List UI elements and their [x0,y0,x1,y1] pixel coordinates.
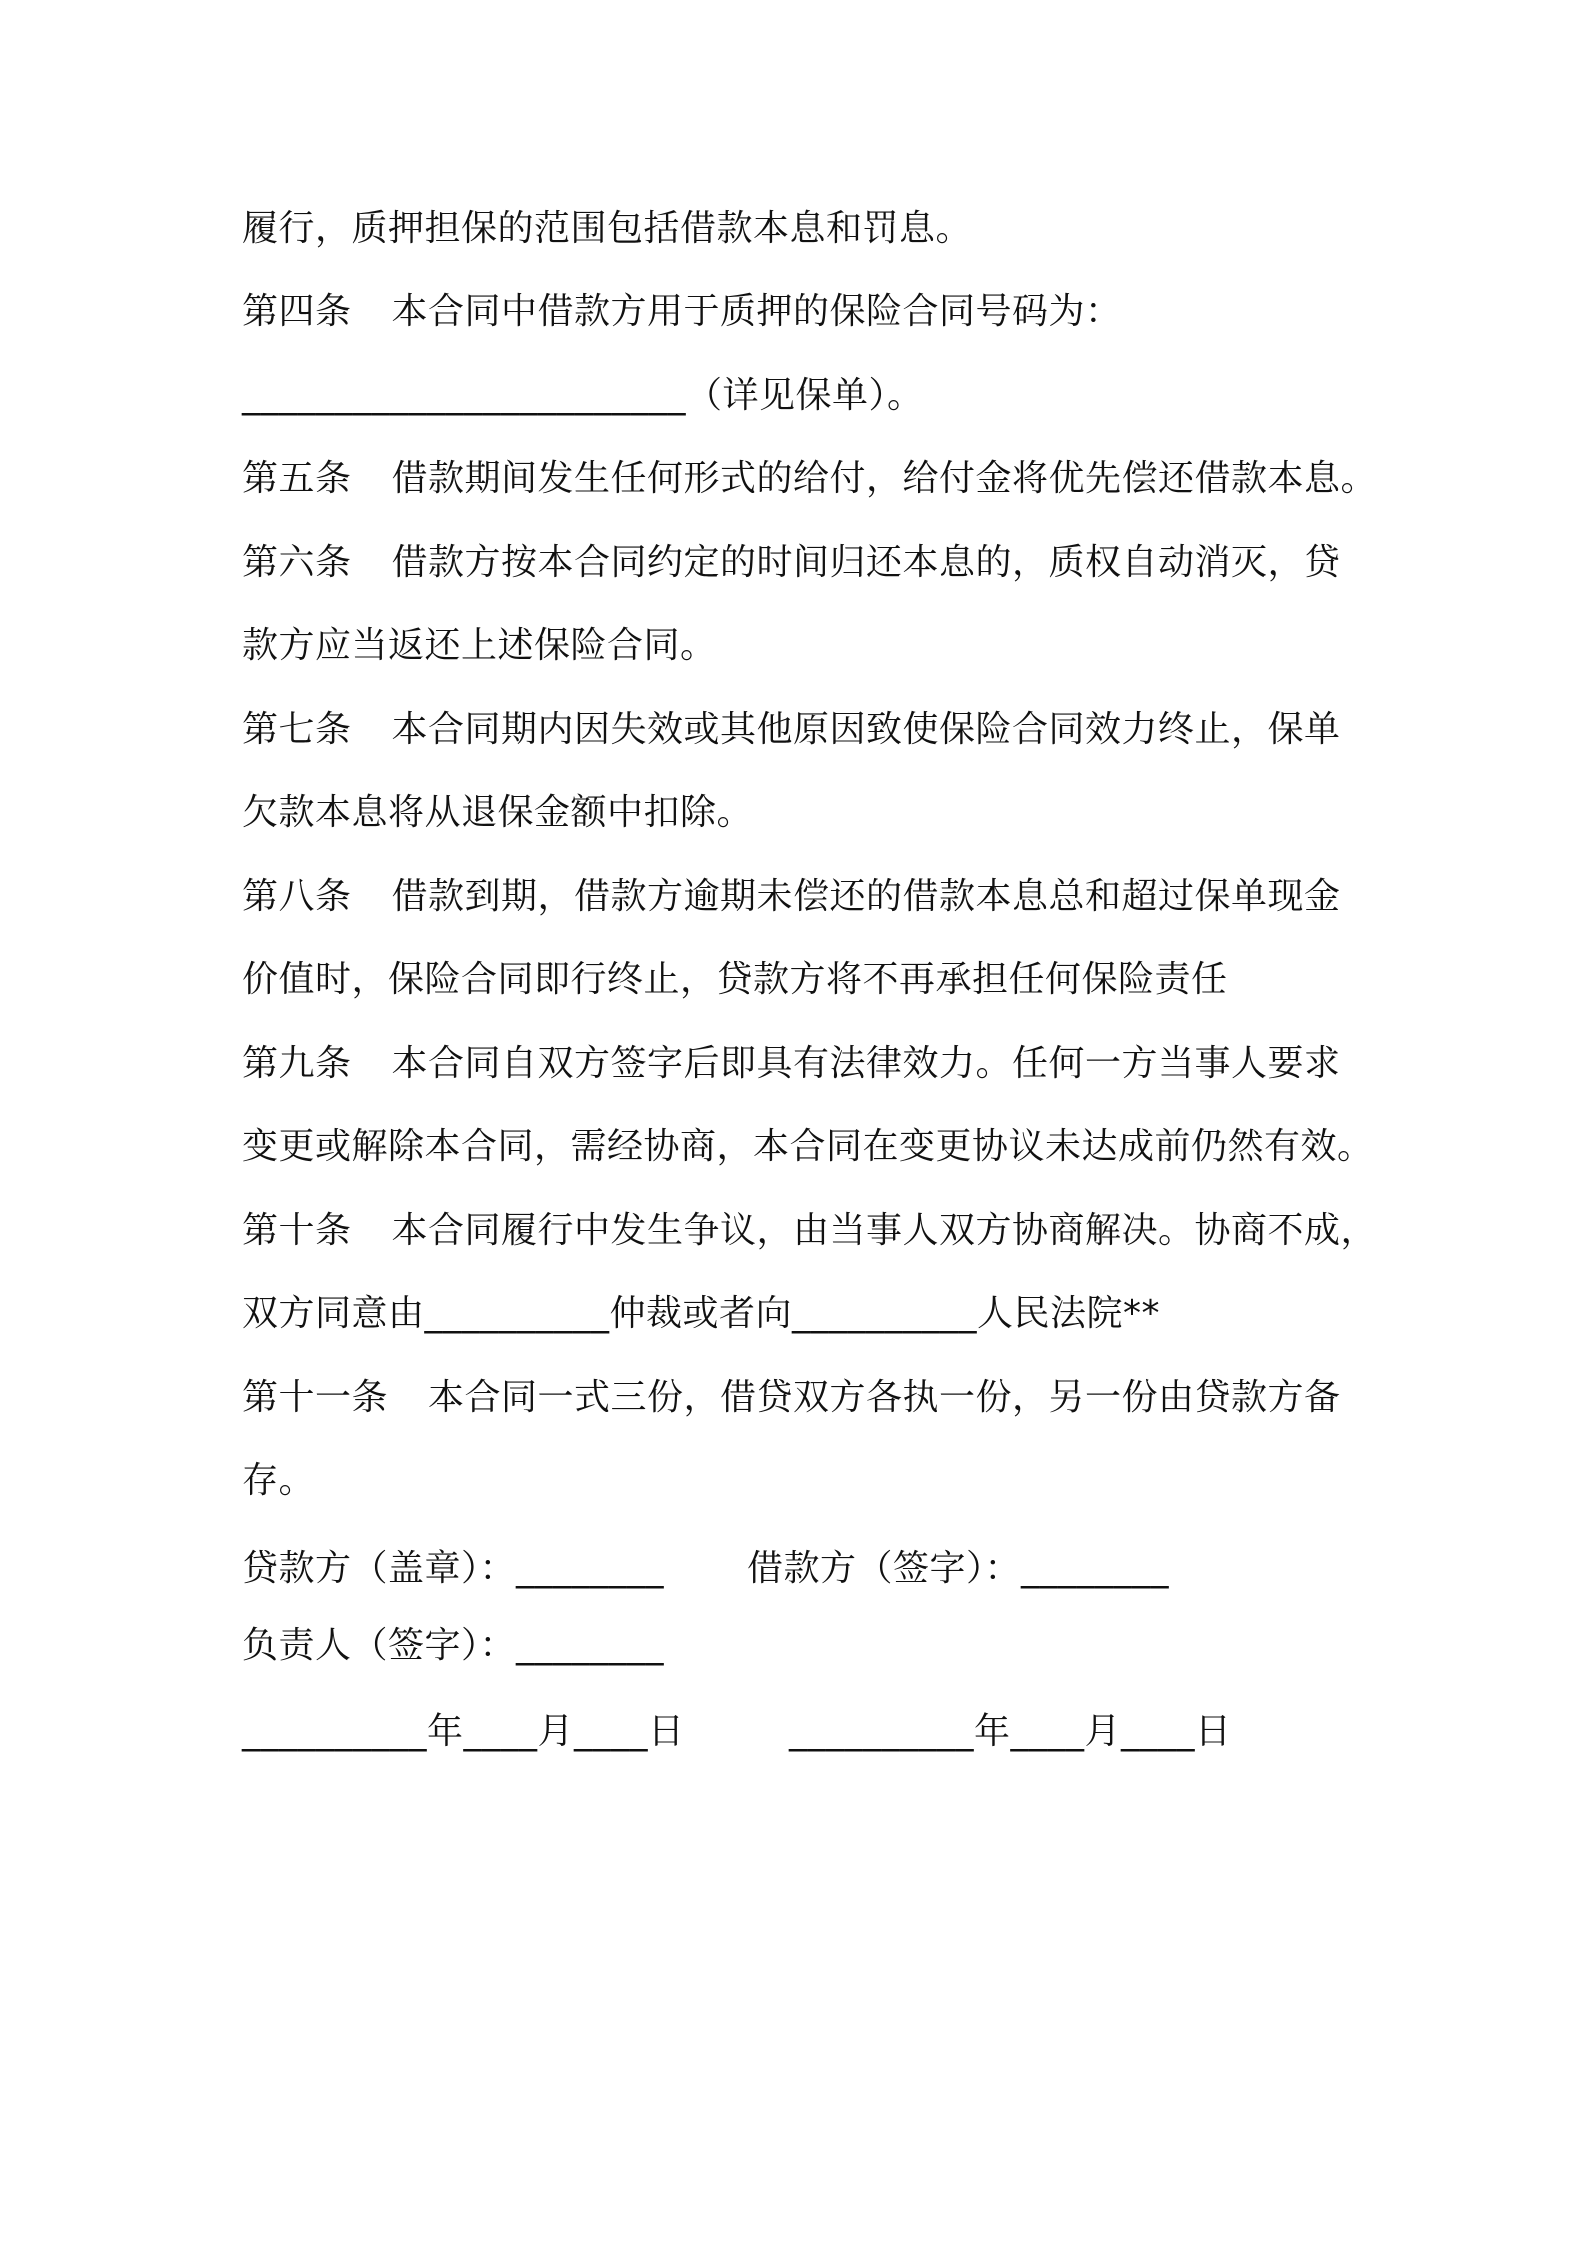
article-text: 本合同自双方签字后即具有法律效力。任何一方当事人要求 [391,1043,1341,1084]
clause-continuation [242,207,972,251]
article-7-line-2 [242,791,753,835]
article-text: 本合同中借款方用于质押的保险合同号码为： [391,291,1122,332]
responsible-sign-field: 负责人（签字）：________ [242,1625,665,1666]
article-text: 本合同期内因失效或其他原因致使保险合同效力终止，保单 [391,709,1341,750]
date-row [242,1710,1232,1754]
date-field-left: __________年____月____日 [242,1711,685,1752]
article-text: 变更或解除本合同，需经协商，本合同在变更协议未达成前仍然有效。 [242,1126,1374,1167]
article-number: 第四条 [242,291,352,332]
article-10-line-2 [242,1292,1160,1336]
article-4-line-2 [242,374,924,418]
article-text: 价值时，保险合同即行终止，贷款方将不再承担任何保险责任 [242,959,1228,1000]
article-text: 存。 [242,1460,316,1501]
article-10 [242,1209,1377,1253]
article-8 [242,875,1341,919]
article-text: 本合同一式三份，借贷双方各执一份，另一份由贷款方备 [428,1377,1341,1418]
article-7 [242,708,1341,752]
borrower-sign-field: 借款方（签字）：________ [747,1548,1170,1589]
article-text: 借款方按本合同约定的时间归还本息的，质权自动消灭，贷 [391,542,1341,583]
article-number: 第八条 [242,876,352,917]
article-text: 欠款本息将从退保金额中扣除。 [242,792,754,833]
article-11 [242,1376,1341,1420]
article-number: 第七条 [242,709,352,750]
article-9 [242,1042,1341,1086]
clause-text: 履行，质押担保的范围包括借款本息和罚息。 [242,208,973,249]
lender-seal-field: 贷款方（盖章）：________ [242,1548,665,1589]
signature-row-2 [242,1624,664,1668]
article-4 [242,290,1122,334]
article-text: ________________________（详见保单）。 [242,375,924,416]
article-5 [242,457,1377,501]
article-6 [242,541,1341,585]
article-number: 第五条 [242,458,352,499]
article-6-line-2 [242,624,717,668]
article-11-line-2 [242,1459,315,1503]
signature-row-1 [242,1547,1170,1591]
article-text: 借款期间发生任何形式的给付，给付金将优先偿还借款本息。 [391,458,1378,499]
article-9-line-2 [242,1125,1374,1169]
date-field-right: __________年____月____日 [789,1711,1232,1752]
article-number: 第十条 [242,1210,352,1251]
article-number: 第十一条 [242,1377,389,1418]
article-number: 第九条 [242,1043,352,1084]
article-text: 双方同意由__________仲裁或者向__________人民法院** [242,1293,1161,1334]
article-number: 第六条 [242,542,352,583]
article-8-line-2 [242,958,1228,1002]
article-text: 借款到期，借款方逾期未偿还的借款本息总和超过保单现金 [391,876,1341,917]
article-text: 本合同履行中发生争议，由当事人双方协商解决。协商不成， [391,1210,1378,1251]
article-text: 款方应当返还上述保险合同。 [242,625,717,666]
